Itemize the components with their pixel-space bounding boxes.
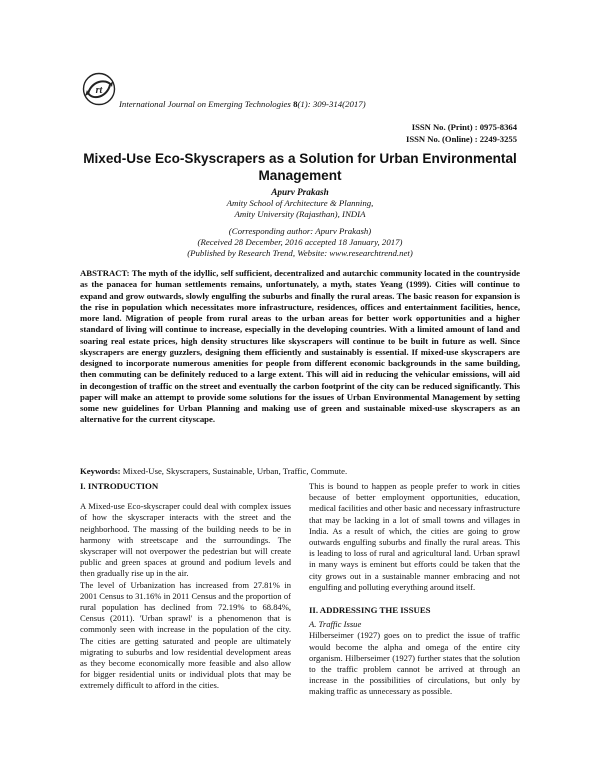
corresponding-author: (Corresponding author: Apurv Prakash) [228,226,372,236]
research-trend-emblem-icon [82,72,116,106]
abstract-text: The myth of the idyllic, self sufficient, decentralized and autarchic community located in the countryside as the panacea for human settlements remains, unfortunately, a myth, states Yeang (1999). Cities will continue to expand and grow outwards, slowly engulfing the suburbs and finally the rural areas. The basic reason for expansion is the rise in population which necessitates more infrastructure, residences, offices and entertainment facilities, hence, more land. Migration of people from rural areas to the urban areas for better work opportunities and a higher standard of living will continue to increase, especially in the developing countries. With a limited amount of land and soaring real estate prices, high density structures like skyscrapers will continue to be built in future as well. Since skyscrapers are energy guzzlers, designing them efficiently and sustainably is essential. If mixed-use skyscrapers are designed to incorporate numerous amenities for people from different economic backgrounds in the same building, then commuting can be definitely reduced to a large extent. This will aid in reducing the vehicular emissions, will aid in decongestion of traffic on the street and eventually the carbon footprint of the city can be reduced significantly. This paper will make an attempt to provide some solutions for the issues of Urban Environmental Management by setting some new guidelines for Urban Planning and making use of green and sustainable mixed-use skyscrapers as an alternative for the current cityscape. [80,268,521,425]
traffic-paragraph-1: Hilberseimer (1927) goes on to predict the issue of traffic would become the alpha and omega of the entire city organism. Hilberseimer (1927) further states that the solution to the traffic problem cannot be arrived at through an increase in the possibilities of circulations, but only by making traffic as unnecessary as possible. [309,630,520,697]
keywords [80,466,520,477]
issn-print: ISSN No. (Print) : 0975-8364 [411,122,517,132]
journal-name: International Journal on Emerging Technologies [119,99,291,109]
journal-logo [82,72,116,106]
section-heading-addressing-issues: II. ADDRESSING THE ISSUES [309,605,431,616]
received-accepted-dates: (Received 28 December, 2016 accepted 18 January, 2017) [197,237,403,247]
abstract [80,268,520,426]
author-name: Apurv Prakash [271,187,329,197]
subsection-heading-traffic: A. Traffic Issue [309,619,362,630]
keywords-text: Mixed-Use, Skyscrapers, Sustainable, Urban, Traffic, Commute. [122,466,348,476]
issn-online: ISSN No. (Online) : 2249-3255 [405,134,517,144]
publisher-info: (Published by Research Trend, Website: www.researchtrend.net) [187,248,413,258]
section-heading-introduction: I. INTRODUCTION [80,481,159,491]
journal-volume: 8 [293,99,298,109]
left-column [80,481,291,692]
affiliation-line-2: Amity University (Rajasthan), INDIA [234,209,366,219]
journal-citation [119,99,366,109]
svg-text:rt: rt [95,85,103,96]
author-affiliation [80,198,520,220]
right-column-paragraph-1: This is bound to happen as people prefer to work in cities because of better employment opportunities, education, medical facilities and other basic and necessary infrastructure that may be lacking in a lot of small towns and villages in India. As a result of which, the cities are going to grow outwards engulfing suburbs and finally the rural areas. This is leading to loss of rural and agricultural land. Urban sprawl in many ways is eminent but efforts could be taken that the city grows out in a sustainable manner embracing and not engulfing and polluting everything around itself. [309,481,520,592]
abstract-label: ABSTRACT: [80,268,130,278]
journal-issue-pages: (1): 309-314(2017) [297,99,366,109]
introduction-paragraph-2: The level of Urbanization has increased from 27.81% in 2001 Census to 31.16% in 2011 Census and the proportion of rural population has declined from 72.19% to 68.84%, Census (2011). 'Urban sprawl' is a phenomenon that is commonly seen with increase in the population of the city. The cities are getting saturated and people are ultimately migrating to suburbs and low residential development areas as they become economically more feasible and also allow for bigger residential units or individual plots that may be extremely difficult to afford in the cities. [80,579,291,691]
article-title: Mixed-Use Eco-Skyscrapers as a Solution for Urban Environmental Management [83,151,517,183]
keywords-label: Keywords: [80,466,121,476]
introduction-paragraph-1: A Mixed-use Eco-skyscraper could deal with complex issues of how the skyscraper interacts with the street and the neighborhood. The massing of the building needs to be in harmony with streetscape and the surroundings. The skyscraper will not overpower the pedestrian but will create public and green spaces at ground and podium levels and then gradually rise up in the air. [80,501,291,579]
right-column [309,481,520,698]
affiliation-line-1: Amity School of Architecture & Planning, [226,198,374,208]
article-metadata [80,226,520,259]
